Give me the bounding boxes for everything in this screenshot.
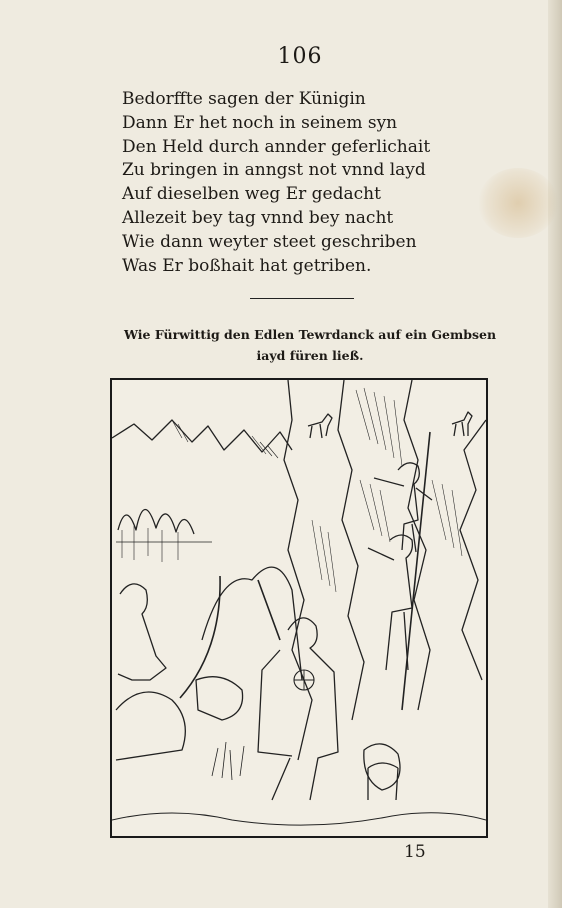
page-number: 106 <box>277 44 323 69</box>
verse-line: Zu bringen in anngst not vnnd layd <box>122 160 426 181</box>
cliff-hatching <box>312 388 462 592</box>
verse-line: Was Er boßhait hat getriben. <box>122 255 372 276</box>
woodcut-illustration <box>110 378 488 838</box>
cliff-wall <box>284 380 312 760</box>
chamois <box>452 412 472 436</box>
caption-line: Wie Fürwittig den Edlen Tewrdanck auf ein Gembsen <box>123 327 497 342</box>
verse-line: Wie dann weyter steet geschriben <box>122 231 417 252</box>
left-hunter <box>118 584 166 680</box>
tree-stump <box>368 763 398 800</box>
woodcut-illustration-icon <box>112 380 486 836</box>
verse-line: Den Held durch annder geferlichait <box>122 136 431 157</box>
caption-line: iayd füren ließ. <box>256 348 364 363</box>
longbow <box>180 576 220 698</box>
alpenstock <box>258 580 280 640</box>
page-edge <box>548 0 562 908</box>
section-divider <box>250 298 354 299</box>
verse-line: Dann Er het noch in seinem syn <box>122 112 398 133</box>
paper-stain <box>478 168 558 238</box>
verse-line: Auf dieselben weg Er gedacht <box>122 184 381 205</box>
verse-block <box>122 88 430 278</box>
climber-upper <box>374 463 432 552</box>
foreground-rocks <box>116 692 185 760</box>
signature-mark: 15 <box>404 842 426 862</box>
illustration-caption <box>60 324 560 366</box>
chamois <box>308 414 332 438</box>
verse-line: Allezeit bey tag vnnd bey nacht <box>122 207 394 228</box>
mountain-range <box>112 420 292 452</box>
climber-lower <box>368 535 412 670</box>
forest <box>118 509 194 534</box>
verse-line: Bedorffte sagen der Künigin <box>122 89 366 109</box>
